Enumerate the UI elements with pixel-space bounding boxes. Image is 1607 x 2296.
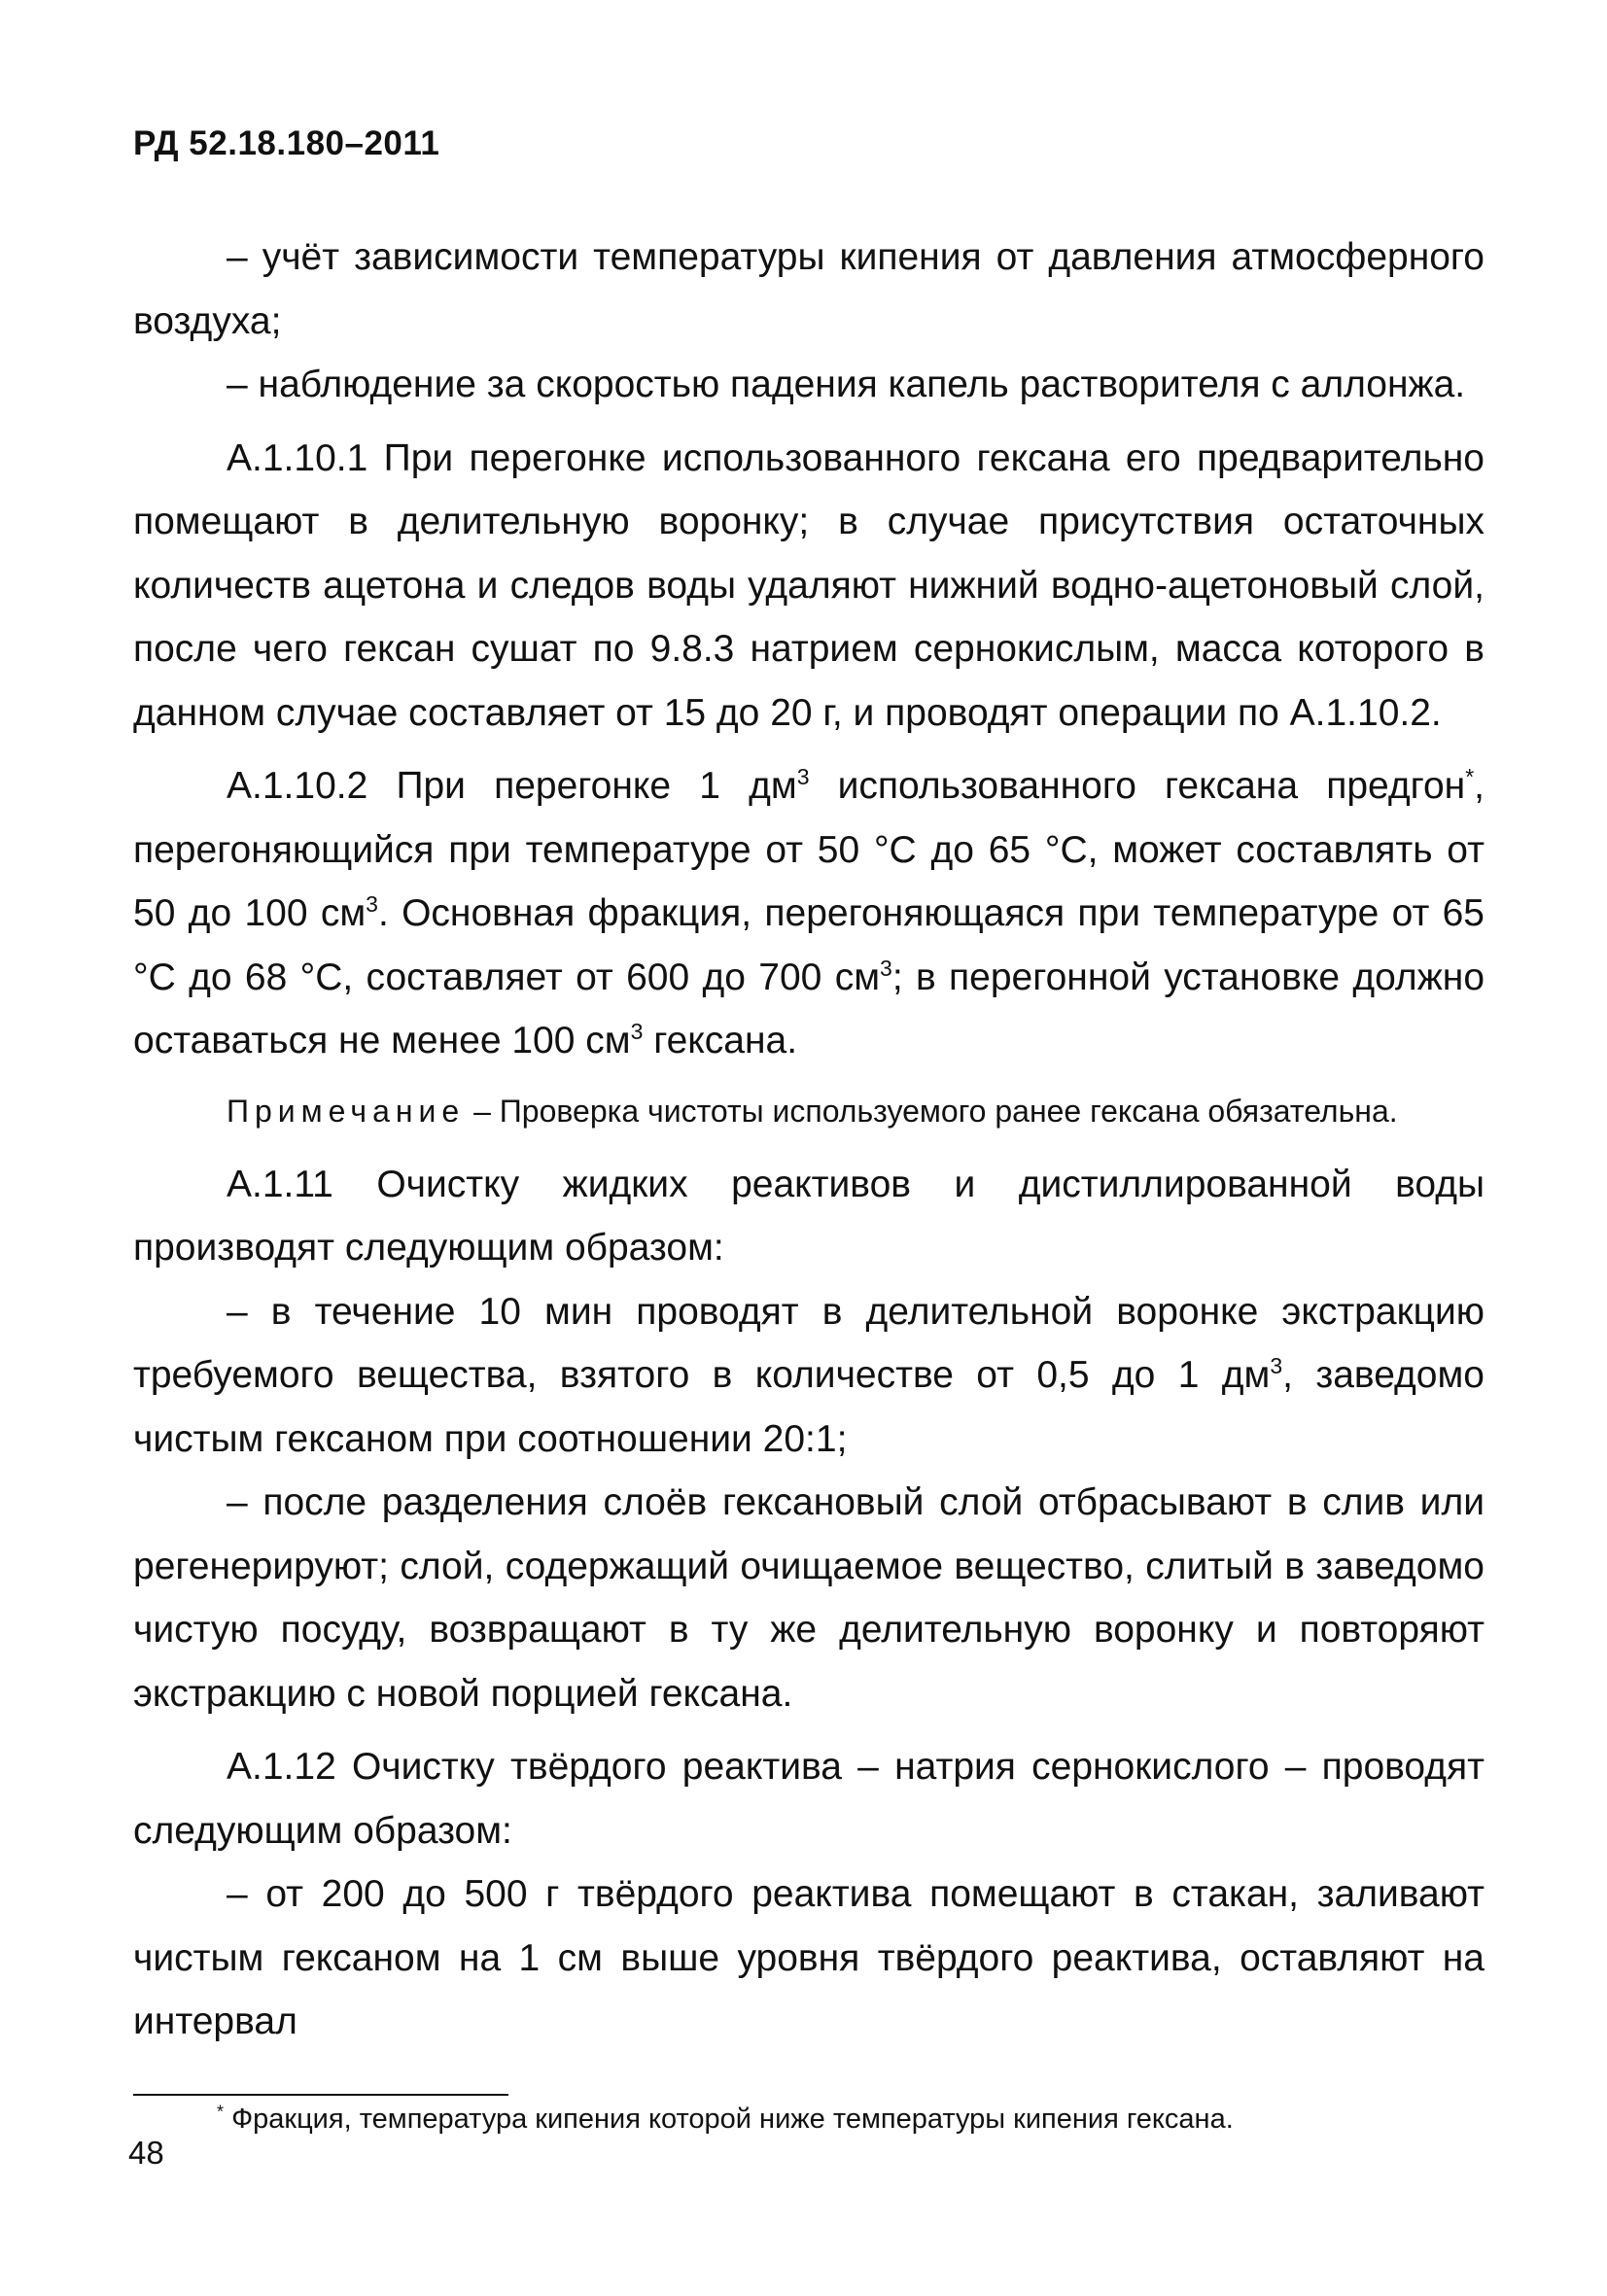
footnote [217,2100,1234,2139]
paragraph-separation: – после разделения слоёв гексановый слой отбрасывают в слив или регенерируют; слой, содержащий очищаемое вещество, слитый в заведомо чистую посуду, возвращают в ту же делительную воронку и повторяют экстракцию с новой порцией гексана. [133,1481,1485,1715]
footnote-text: Фракция, температура кипения которой ниже температуры кипения гексана. [224,2104,1234,2135]
document-body [133,226,1485,2054]
paragraph-a1102: А.1.10.2 При перегонке 1 $дм^3$ использованного гексана предгон*, перегоняющийся при температуре от 50 °С до 65 °С, может составлять от 50 до 100 $см^3$. Основная фракция, перегоняющаяся при температуре от 65 °С до 68 °С, составляет от 600 до 700 $см^3$; в перегонной установке должно оставаться не менее 100 $см^3$ гексана. [133,764,1485,1061]
page-number: 48 [128,2135,164,2171]
paragraph-drop-rate: – наблюдение за скоростью падения капель растворителя с аллонжа. [227,364,1466,405]
note [133,1087,1485,1135]
paragraph-solid-reagent: – от 200 до 500 г твёрдого реактива помещают в стакан, заливают чистым гексаном на 1 см выше уровня твёрдого реактива, оставляют на интервал [133,1873,1485,2042]
paragraph-boiling-point: – учёт зависимости температуры кипения от давления атмосферного воздуха; [133,236,1485,342]
footnote-divider [133,2094,508,2096]
paragraph-extraction: – в течение 10 мин проводят в делительной воронке экстракцию требуемого вещества, взятого в количестве от 0,5 до 1 $дм^3$, заведомо чистым гексаном при соотношении 20:1; [133,1290,1485,1460]
note-text: – Проверка чистоты используемого ранее гексана обязательна. [465,1093,1398,1129]
note-label: Примечание [227,1093,466,1129]
paragraph-a1101: А.1.10.1 При перегонке использованного гексана его предварительно помещают в делительную воронку; в случае присутствия остаточных количеств ацетона и следов воды удаляют нижний водно-ацетоновый слой, после чего гексан сушат по 9.8.3 натрием сернокислым, масса которого в данном случае составляет от 15 до 20 г, и проводят операции по А.1.10.2. [133,436,1485,734]
paragraph-a112: А.1.12 Очистку твёрдого реактива – натрия сернокислого – проводят следующим образом: [133,1746,1485,1852]
document-header: РД 52.18.180–2011 [133,124,440,162]
paragraph-a111: А.1.11 Очистку жидких реактивов и дистиллированной воды производят следующим образом: [133,1163,1485,1269]
footnote-mark: * [217,2102,225,2122]
